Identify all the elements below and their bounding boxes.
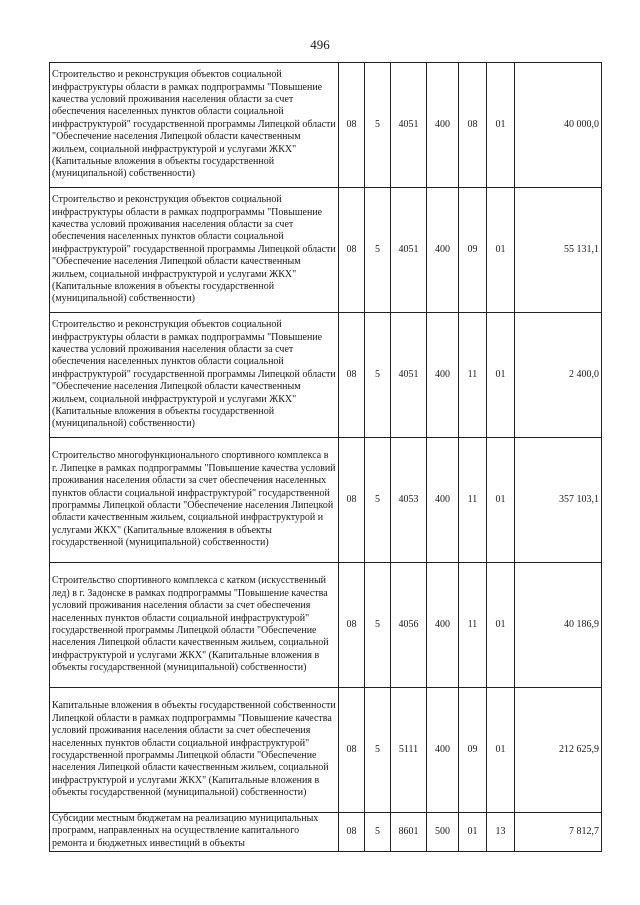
amount: 55 131,1: [515, 188, 602, 313]
section-code: 01: [459, 813, 487, 852]
section-code: 11: [459, 313, 487, 438]
expense-type-code: 400: [427, 63, 459, 188]
row-description: Строительство многофункционального спортивного комплекса в г. Липецке в рамках подпрограммы "Повышение качества условий проживания населения области за счет обеспечения населенных пунктов области социальной инфраструктурой" государственной программы Липецкой области "Обеспечение населения Липецкой области качественным жильем, социальной инфраструктурой и услугами ЖКХ" (Капитальные вложения в объекты государственной (муниципальной) собственности): [50, 438, 339, 563]
direction-code: 5111: [391, 688, 427, 813]
program-code: 08: [339, 563, 365, 688]
page-number: 496: [310, 37, 330, 52]
subprogram-code: 5: [365, 813, 391, 852]
row-description: Капитальные вложения в объекты государственной собственности Липецкой области в рамках подпрограммы "Повышение качества условий проживания населения области за счет обеспечения населенных пунктов области социальной инфраструктурой" государственной программы Липецкой области "Обеспечение населения Липецкой области качественным жильем, социальной инфраструктурой и услугами ЖКХ" (Капитальные вложения в объекты государственной (муниципальной) собственности): [50, 688, 339, 813]
subsection-code: 01: [487, 313, 515, 438]
row-description: Строительство и реконструкция объектов социальной инфраструктуры области в рамках подпрограммы "Повышение качества условий проживания населения области за счет обеспечения населенных пунктов области социальной инфраструктурой" государственной программы Липецкой области "Обеспечение населения Липецкой области качественным жильем, социальной инфраструктурой и услугами ЖКХ" (Капитальные вложения в объекты государственной (муниципальной) собственности): [50, 313, 339, 438]
amount: 357 103,1: [515, 438, 602, 563]
subprogram-code: 5: [365, 188, 391, 313]
table-row: [50, 188, 602, 313]
table-row: [50, 438, 602, 563]
program-code: 08: [339, 313, 365, 438]
subprogram-code: 5: [365, 313, 391, 438]
direction-code: 4053: [391, 438, 427, 563]
subsection-code: 01: [487, 688, 515, 813]
direction-code: 4051: [391, 188, 427, 313]
subsection-code: 01: [487, 438, 515, 563]
program-code: 08: [339, 688, 365, 813]
subsection-code: 01: [487, 563, 515, 688]
amount: 212 625,9: [515, 688, 602, 813]
section-code: 09: [459, 188, 487, 313]
expense-type-code: 400: [427, 438, 459, 563]
row-description: Строительство и реконструкция объектов социальной инфраструктуры области в рамках подпрограммы "Повышение качества условий проживания населения области за счет обеспечения населенных пунктов области социальной инфраструктурой" государственной программы Липецкой области "Обеспечение населения Липецкой области качественным жильем, социальной инфраструктурой и услугами ЖКХ" (Капитальные вложения в объекты государственной (муниципальной) собственности): [50, 188, 339, 313]
direction-code: 8601: [391, 813, 427, 852]
program-code: 08: [339, 188, 365, 313]
row-description: Строительство спортивного комплекса с катком (искусственный лед) в г. Задонске в рамках подпрограммы "Повышение качества условий проживания населения области за счет обеспечения населенных пунктов области социальной инфраструктурой" государственной программы Липецкой области "Обеспечение населения Липецкой области качественным жильем, социальной инфраструктурой и услугами ЖКХ" (Капитальные вложения в объекты государственной (муниципальной) собственности): [50, 563, 339, 688]
row-description: Субсидии местным бюджетам на реализацию муниципальных программ, направленных на осуществление капитального ремонта и бюджетных инвестиций в объекты: [50, 813, 339, 852]
table-row: [50, 563, 602, 688]
amount: 40 186,9: [515, 563, 602, 688]
direction-code: 4051: [391, 63, 427, 188]
subsection-code: 01: [487, 188, 515, 313]
direction-code: 4051: [391, 313, 427, 438]
subprogram-code: 5: [365, 688, 391, 813]
section-code: 08: [459, 63, 487, 188]
subsection-code: 13: [487, 813, 515, 852]
subprogram-code: 5: [365, 563, 391, 688]
section-code: 09: [459, 688, 487, 813]
table-row: [50, 688, 602, 813]
expense-type-code: 400: [427, 313, 459, 438]
subprogram-code: 5: [365, 438, 391, 563]
table-row: [50, 313, 602, 438]
expense-type-code: 400: [427, 188, 459, 313]
expense-type-code: 500: [427, 813, 459, 852]
amount: 7 812,7: [515, 813, 602, 852]
program-code: 08: [339, 63, 365, 188]
program-code: 08: [339, 813, 365, 852]
subsection-code: 01: [487, 63, 515, 188]
direction-code: 4056: [391, 563, 427, 688]
amount: 40 000,0: [515, 63, 602, 188]
table-row: [50, 813, 602, 852]
expense-type-code: 400: [427, 688, 459, 813]
section-code: 11: [459, 438, 487, 563]
subprogram-code: 5: [365, 63, 391, 188]
row-description: Строительство и реконструкция объектов социальной инфраструктуры области в рамках подпрограммы "Повышение качества условий проживания населения области за счет обеспечения населенных пунктов области социальной инфраструктурой" государственной программы Липецкой области "Обеспечение населения Липецкой области качественным жильем, социальной инфраструктурой и услугами ЖКХ" (Капитальные вложения в объекты государственной (муниципальной) собственности): [50, 63, 339, 188]
section-code: 11: [459, 563, 487, 688]
budget-table: [49, 62, 602, 852]
amount: 2 400,0: [515, 313, 602, 438]
table-row: [50, 63, 602, 188]
program-code: 08: [339, 438, 365, 563]
expense-type-code: 400: [427, 563, 459, 688]
